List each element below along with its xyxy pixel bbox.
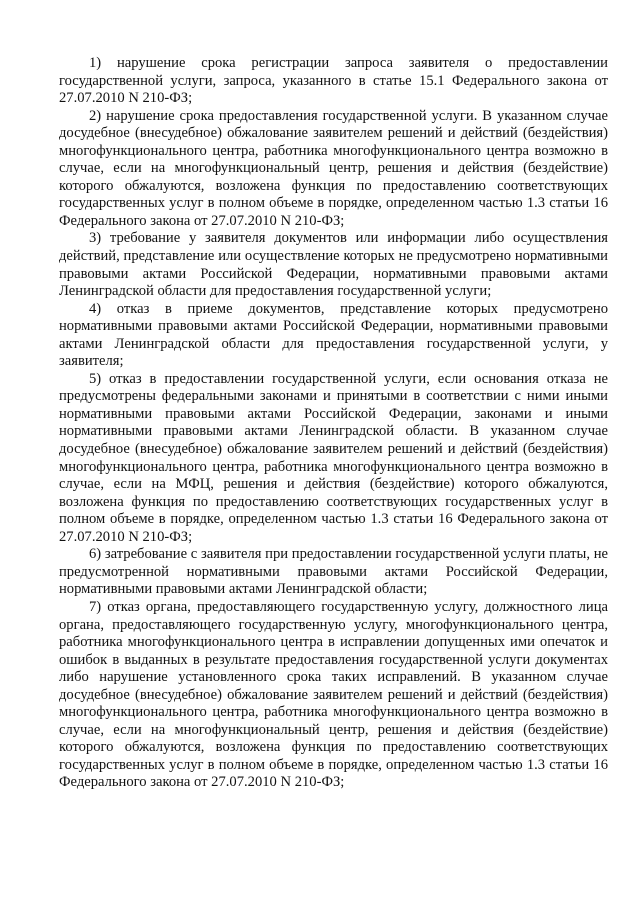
document-page bbox=[59, 55, 608, 792]
list-item: 1) нарушение срока регистрации запроса заявителя о предоставлении государственной услуги, запроса, указанного в статье 15.1 Федерального закона от 27.07.2010 N 210-ФЗ; bbox=[59, 55, 608, 107]
list-item: 2) нарушение срока предоставления государственной услуги. В указанном случае досудебное (внесудебное) обжалование заявителем решений и действий (бездействия) многофункционального центра, работника многофункционального центра возможно в случае, если на многофункциональный центр, решения и действия (бездействие) которого обжалуются, возложена функция по предоставлению соответствующих государственных услуг в полном объеме в порядке, определенном частью 1.3 статьи 16 Федерального закона от 27.07.2010 N 210-ФЗ; bbox=[59, 107, 608, 229]
list-item: 3) требование у заявителя документов или информации либо осуществления действий, представление или осуществление которых не предусмотрено нормативными правовыми актами Российской Федерации, нормативными правовыми актами Ленинградской области для предоставления государственной услуги; bbox=[59, 230, 608, 300]
list-item: 4) отказ в приеме документов, представление которых предусмотрено нормативными правовыми актами Российской Федерации, нормативными правовыми актами Ленинградской области для предоставления государственной услуги, у заявителя; bbox=[59, 300, 608, 370]
list-item: 6) затребование с заявителя при предоставлении государственной услуги платы, не предусмотренной нормативными правовыми актами Российской Федерации, нормативными правовыми актами Ленинградской области; bbox=[59, 546, 608, 598]
list-item: 5) отказ в предоставлении государственной услуги, если основания отказа не предусмотрены федеральными законами и принятыми в соответствии с ними иными нормативными правовыми актами Российской Федерации, законами и иными нормативными правовыми актами Ленинградской области. В указанном случае досудебное (внесудебное) обжалование заявителем решений и действий (бездействия) многофункционального центра, работника многофункционального центра возможно в случае, если на МФЦ, решения и действия (бездействие) которого обжалуются, возложена функция по предоставлению соответствующих государственных услуг в полном объеме в порядке, определенном частью 1.3 статьи 16 Федерального закона от 27.07.2010 N 210-ФЗ; bbox=[59, 370, 608, 545]
list-item: 7) отказ органа, предоставляющего государственную услугу, должностного лица органа, предоставляющего государственную услугу, многофункционального центра, работника многофункционального центра в исправлении допущенных ими опечаток и ошибок в выданных в результате предоставления государственной услуги документах либо нарушение установленного срока таких исправлений. В указанном случае досудебное (внесудебное) обжалование заявителем решений и действий (бездействия) многофункционального центра, работника многофункционального центра возможно в случае, если на многофункциональный центр, решения и действия (бездействие) которого обжалуются, возложена функция по предоставлению соответствующих государственных услуг в полном объеме в порядке, определенном частью 1.3 статьи 16 Федерального закона от 27.07.2010 N 210-ФЗ; bbox=[59, 598, 608, 791]
